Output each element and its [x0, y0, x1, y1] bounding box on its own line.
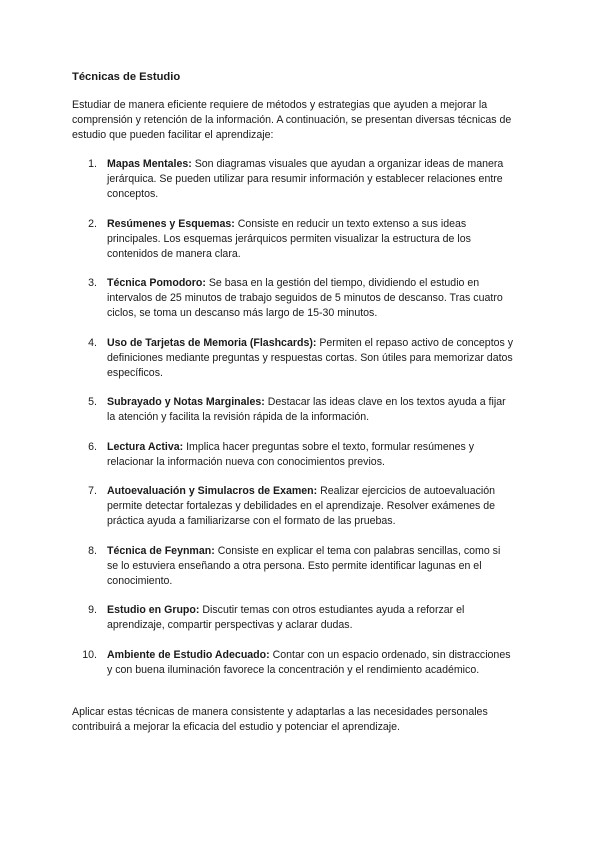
list-item — [72, 157, 514, 202]
list-item-term: Ambiente de Estudio Adecuado: — [107, 648, 270, 661]
list-item — [72, 484, 514, 529]
list-item-number: 5. — [88, 396, 97, 408]
list-item-term: Subrayado y Notas Marginales: — [107, 396, 265, 408]
list-item-number: 6. — [88, 440, 97, 453]
intro-paragraph: Estudiar de manera eficiente requiere de métodos y estrategias que ayuden a mejorar la comprensión y retención de la información. A continuación, se presentan diversas técnicas de estudio que pueden facilitar el aprendizaje: — [72, 99, 512, 141]
list-item-text: Destacar las ideas clave en los textos ayuda a fijar la atención y facilita la revisión rápida de la información. — [107, 396, 506, 423]
list-item-text: Permiten el repaso activo de conceptos y definiciones mediante preguntas y respuestas cortas. Son útiles para memorizar datos específicos. — [107, 336, 514, 379]
techniques-list — [72, 157, 514, 678]
list-item-number: 4. — [88, 336, 97, 349]
list-item-number: 1. — [88, 158, 97, 170]
list-item-term: Uso de Tarjetas de Memoria (Flashcards): — [107, 336, 317, 349]
list-item-text: Realizar ejercicios de autoevaluación permite detectar fortalezas y debilidades en el aprendizaje. Resolver exámenes de práctica ayuda a familiarizarse con el formato de las pruebas. — [107, 485, 496, 527]
list-item — [72, 217, 514, 262]
list-item-number: 9. — [88, 604, 97, 616]
list-item-term: Técnica de Feynman: — [107, 544, 215, 557]
list-item-term: Mapas Mentales: — [107, 158, 192, 170]
list-item-term: Lectura Activa: — [107, 440, 184, 453]
list-item-text: Discutir temas con otros estudiantes ayuda a reforzar el aprendizaje, compartir perspectivas y aclarar dudas. — [107, 604, 465, 631]
list-item — [72, 648, 514, 678]
list-item-term: Técnica Pomodoro: — [107, 277, 206, 289]
list-item — [72, 276, 514, 321]
closing-paragraph: Aplicar estas técnicas de manera consistente y adaptarlas a las necesidades personales contribuirá a mejorar la eficacia del estudio y potenciar el aprendizaje. — [72, 705, 488, 733]
document-title: Técnicas de Estudio — [72, 71, 181, 83]
list-item-text: Implica hacer preguntas sobre el texto, formular resúmenes y relacionar la información nueva con conocimientos previos. — [107, 440, 475, 468]
list-item — [72, 544, 514, 589]
list-item-term: Autoevaluación y Simulacros de Examen: — [107, 485, 318, 497]
list-item-text: Consiste en reducir un texto extenso a sus ideas principales. Los esquemas jerárquicos permiten visualizar la estructura de los contenidos de manera clara. — [107, 217, 471, 260]
list-item-number: 10. — [82, 648, 97, 661]
list-item-text: Consiste en explicar el tema con palabras sencillas, como si se lo estuviera enseñando a otra persona. Esto permite identificar lagunas en el conocimiento. — [107, 544, 501, 587]
list-item-term: Estudio en Grupo: — [107, 604, 200, 616]
list-item-term: Resúmenes y Esquemas: — [107, 217, 235, 230]
list-item-number: 2. — [88, 217, 97, 230]
list-item-text: Se basa en la gestión del tiempo, dividiendo el estudio en intervalos de 25 minutos de trabajo seguidos de 5 minutos de descanso. Tras cuatro ciclos, se toma un descanso más largo de 15-30 minutos. — [107, 277, 503, 319]
list-item — [72, 603, 514, 633]
list-item-text: Contar con un espacio ordenado, sin distracciones y con buena iluminación favorece la concentración y el rendimiento académico. — [107, 648, 511, 676]
list-item — [72, 395, 514, 425]
list-item-number: 7. — [88, 485, 97, 497]
list-item — [72, 440, 514, 470]
list-item — [72, 336, 514, 381]
list-item-number: 3. — [88, 277, 97, 289]
list-item-number: 8. — [88, 544, 97, 557]
list-item-text: Son diagramas visuales que ayudan a organizar ideas de manera jerárquica. Se pueden utilizar para resumir información y establecer relaciones entre conceptos. — [107, 158, 504, 200]
